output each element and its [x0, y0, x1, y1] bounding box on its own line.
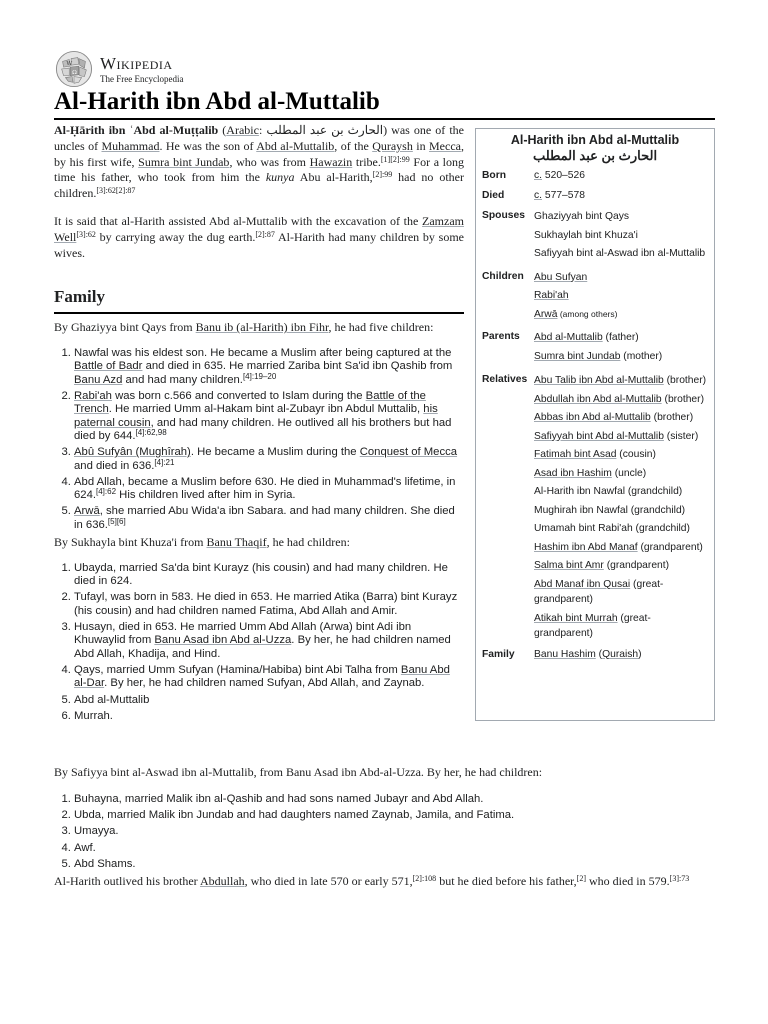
infobox-label: Died: [482, 190, 505, 201]
arabic-name: : الحارث بن عبد المطلب: [258, 123, 384, 137]
closing-paragraph-block: [54, 874, 715, 890]
wikipedia-header: [54, 50, 183, 88]
list-item: 1. Ubayda, married Sa'da bint Kurayz (his cousin) and had many children. He died in 624.: [74, 562, 464, 589]
infobox-row-spouses: Spouses Ghaziyyah bint Qays Sukhaylah bint Khuza'i Safiyyah bint al-Aswad ibn al-Muttalib: [482, 207, 708, 265]
ghaziyya-children-list: [54, 347, 464, 532]
link-arabic[interactable]: Arabic: [226, 123, 259, 137]
relative-text: Al-Harith ibn Nawfal (grandchild): [534, 486, 683, 497]
link-circa[interactable]: c.: [534, 190, 543, 201]
article-subject-name: Al-Ḥārith ibn ʿAbd al-Muṭṭalib: [54, 123, 219, 137]
link-battle-of-the-trench[interactable]: Battle of the Trench: [74, 390, 426, 416]
relative-text: Umamah bint Rabi'ah (grandchild): [534, 523, 690, 534]
link-relative[interactable]: Abd Manaf ibn Qusai: [534, 578, 631, 590]
link-arwa[interactable]: Arwā: [74, 505, 100, 518]
link-muhammad[interactable]: Muhammad: [101, 138, 160, 153]
citation[interactable]: [2]:99: [372, 170, 393, 180]
link-relative[interactable]: Atikah bint Murrah: [534, 612, 618, 624]
intro-paragraph-1: Al-Ḥārith ibn ʿAbd al-Muṭṭalib (Arabic: الحارث بن عبد المطلب) was one of the uncles of Muhammad. He was the son of Abd al-Muttalib, of the Quraysh in Mecca, by his first wife, Sumra bint Jundab, who was from Hawazin tribe.$^{[1][2]:99}$ For a long time his father, who took from him the kunya Abu al-Harith,$^{[2]:99}$ had no other children.$^{[3]:62[2]:87}$: [54, 123, 465, 201]
link-rabiah[interactable]: Rabi'ah: [534, 290, 569, 301]
link-quraish[interactable]: Quraish: [602, 648, 639, 660]
link-banu-al-harith[interactable]: Banu ib (al-Harith) ibn Fihr: [195, 320, 329, 335]
citation[interactable]: [4]:19–20: [242, 371, 277, 381]
link-sumra[interactable]: Sumra bint Jundab: [534, 350, 621, 362]
infobox-row-children: Children Abu Sufyan Rabi'ah Arwā (among others): [482, 268, 708, 326]
citation[interactable]: [1][2]:99: [380, 154, 410, 164]
link-banu-hashim[interactable]: Banu Hashim: [534, 648, 596, 660]
link-banu-azd[interactable]: Banu Azd: [74, 373, 123, 386]
list-item: 2. Rabi'ah was born c.566 and converted to Islam during the Battle of the Trench. He married Umm al-Hakam bint al-Zubayr ibn Abdul Muttalib, his paternal cousin, and had many children. He outlived all his brothers but had died by 644.$^{[4]:62,98}$: [74, 390, 464, 443]
safiyya-children-list: [54, 793, 715, 871]
citation[interactable]: [2]:108: [412, 874, 437, 883]
link-sumra[interactable]: Sumra bint Jundab: [138, 154, 230, 169]
citation[interactable]: [3]:73: [669, 874, 690, 883]
link-relative[interactable]: Hashim ibn Abd Manaf: [534, 541, 638, 553]
infobox-label: Born: [482, 170, 507, 181]
link-banu-abd-al-dar[interactable]: Banu Abd al-Dar: [74, 663, 450, 690]
link-relative[interactable]: Abu Talib ibn Abd al-Muttalib: [534, 375, 664, 386]
link-zamzam-well[interactable]: Zamzam Well: [54, 213, 464, 244]
infobox-label: Family: [482, 648, 515, 660]
link-relative[interactable]: Abbas ibn Abd al-Muttalib: [534, 412, 651, 423]
list-item: 5. Abd Shams.: [74, 858, 715, 871]
link-abd-al-muttalib[interactable]: Abd al-Muttalib: [256, 138, 335, 153]
infobox-arabic-name: الحارث بن عبد المطلب: [532, 148, 658, 163]
list-item: 4. Awf.: [74, 842, 715, 855]
infobox-row-family: Family Banu Hashim (Quraish): [482, 646, 708, 664]
link-paternal-cousin[interactable]: his paternal cousin: [74, 403, 438, 429]
link-relative[interactable]: Fatimah bint Asad: [534, 449, 617, 460]
link-abu-sufyan[interactable]: Abu Sufyan: [534, 271, 588, 283]
list-item: 6. Murrah.: [74, 710, 464, 723]
wordmark-title: Wikipedia: [100, 53, 173, 73]
list-item: 3. Husayn, died in 653. He married Umm Abd Allah (Arwa) bint Adi ibn Khuwaylid from Banu Asad ibn Abd al-Uzza. By her, he had children named Abd Allah, Khadija, and Hind.: [74, 621, 464, 661]
link-banu-asad[interactable]: Banu Asad ibn Abd al-Uzza: [154, 634, 292, 647]
infobox-label: Spouses: [482, 210, 525, 221]
infobox-label: Relatives: [482, 374, 528, 385]
link-conquest-of-mecca[interactable]: Conquest of Mecca: [359, 446, 458, 459]
link-abu-sufyan[interactable]: Abû Sufyân (Mughîrah): [74, 446, 191, 459]
citation[interactable]: [2]: [576, 874, 586, 883]
closing-paragraph: Al-Harith outlived his brother Abdullah, who died in late 570 or early 571,$^{[2]:108}$ but he died before his father,[2] who died in 579.$^{[3]:73}$: [54, 874, 690, 888]
sukhayla-intro: By Sukhayla bint Khuza'i from Banu Thaqif, he had children:: [54, 535, 350, 550]
link-hawazin[interactable]: Hawazin: [309, 154, 353, 169]
safiyya-section: [54, 765, 715, 874]
wordmark-tagline: The Free Encyclopedia: [100, 73, 184, 84]
relative-text: Mughirah ibn Nawfal (grandchild): [534, 504, 686, 516]
infobox-title: Al-Harith ibn Abd al-Muttalib: [510, 133, 680, 147]
citation[interactable]: [4]:62,98: [135, 427, 167, 437]
infobox-row-relatives: Relatives Abu Talib ibn Abd al-Muttalib (brother) Abdullah ibn Abd al-Muttalib (brother) Abbas ibn Abd al-Muttalib (brother) Safiyyah bint Abd al-Muttalib (sister) Fatimah bint Asad (cousin) Asad ibn Hashim (uncle) Al-Harith ibn Nawfal (grandchild) Mughirah ibn Nawfal (grandchild) Umamah bint Rabi'ah (grandchild) Hashim ibn Abd Manaf (grandparent) Salma bint Amr (grandparent) Abd Manaf ibn Qusai (great-grandparent) Atikah bint Murrah (great-grandparent): [482, 371, 708, 645]
list-item: 3. Umayya.: [74, 825, 715, 838]
svg-text:W: W: [66, 61, 73, 68]
infobox-row-died: Died c. 577–578: [482, 187, 708, 205]
infobox-label: Children: [482, 270, 524, 282]
title-divider: [54, 118, 715, 120]
list-item: 5. Arwā, she married Abu Wida'a ibn Sabara. and had many children. She died in 636.[5][6]: [74, 505, 464, 532]
link-mecca[interactable]: Mecca: [429, 138, 461, 153]
list-item: 4. Qays, married Umm Sufyan (Hamina/Habiba) bint Abi Talha from Banu Abd al-Dar. By her, he had children named Sufyan, Abd Allah, and Zaynab.: [74, 664, 464, 691]
safiyya-intro: By Safiyya bint al-Aswad ibn al-Muttalib, from Banu Asad ibn Abd-al-Uzza. By her, he had children:: [54, 765, 543, 779]
citation[interactable]: [4]:62: [96, 487, 117, 497]
link-relative[interactable]: Safiyyah bint Abd al-Muttalib: [534, 430, 664, 442]
link-relative[interactable]: Asad ibn Hashim: [534, 467, 612, 479]
link-battle-of-badr[interactable]: Battle of Badr: [74, 360, 143, 373]
article-body: [54, 122, 464, 726]
link-relative[interactable]: Abdullah ibn Abd al-Muttalib: [534, 393, 662, 405]
citation[interactable]: [3]:62[2]:87: [96, 186, 136, 196]
citation[interactable]: [5][6]: [107, 516, 126, 526]
link-quraysh[interactable]: Quraysh: [372, 138, 413, 153]
svg-text:Ω: Ω: [72, 69, 77, 76]
link-rabiah[interactable]: Rabi'ah: [74, 390, 112, 403]
list-item: 2. Tufayl, was born in 583. He died in 653. He married Atika (Barra) bint Kurayz (his cousin) and had children named Fatima, Abd Allah and Amir.: [74, 591, 464, 618]
intro-paragraph-2: It is said that al-Harith assisted Abd al-Muttalib with the excavation of the Zamzam Well$^{[3]:62}$ by carrying away the dug earth.$^{[2]:87}$ Al-Harith had many children by some wives.: [54, 213, 464, 260]
sukhayla-children-list: [54, 562, 464, 723]
ghaziyya-intro: By Ghaziyya bint Qays from Banu ib (al-Harith) ibn Fihr, he had five children:: [54, 320, 434, 335]
link-arwa[interactable]: Arwā: [534, 308, 558, 320]
section-divider: [54, 312, 464, 314]
list-item: 4. Abd Allah, became a Muslim before 630. He died in Muhammad's lifetime, in 624.$^{[4]:62}$ His children lived after him in Syria.: [74, 476, 464, 503]
wikipedia-globe-icon[interactable]: [54, 50, 94, 88]
link-relative[interactable]: Salma bint Amr: [534, 560, 604, 571]
citation[interactable]: [2]:87: [255, 229, 275, 239]
link-banu-thaqif[interactable]: Banu Thaqif: [206, 535, 267, 550]
citation[interactable]: [3]:62: [76, 229, 96, 239]
citation[interactable]: [4]:21: [154, 457, 175, 467]
list-item: 5. Abd al-Muttalib: [74, 694, 464, 707]
link-abdullah[interactable]: Abdullah: [199, 874, 245, 888]
list-item: 1. Buhayna, married Malik ibn al-Qashib and had sons named Jubayr and Abd Allah.: [74, 793, 715, 806]
infobox: [475, 128, 715, 721]
link-abd-al-muttalib[interactable]: Abd al-Muttalib: [534, 332, 603, 343]
infobox-label: Parents: [482, 331, 520, 342]
wikipedia-wordmark[interactable]: [100, 55, 183, 84]
link-circa[interactable]: c.: [534, 170, 543, 181]
list-item: 1. Nawfal was his eldest son. He became a Muslim after being captured at the Battle of Badr and died in 635. He married Zariba bint Sa'id ibn Qashib from Banu Azd and had many children.$^{[4]:19-20}$: [74, 347, 464, 387]
infobox-row-born: Born c. 520–526: [482, 167, 708, 185]
list-item: 3. Abû Sufyân (Mughîrah). He became a Muslim during the Conquest of Mecca and died in 636.$^{[4]:21}$: [74, 446, 464, 473]
list-item: 2. Ubda, married Malik ibn Jundab and had daughters named Zaynab, Jamila, and Fatima.: [74, 809, 715, 822]
page-title: Al-Harith ibn Abd al-Muttalib: [54, 88, 380, 115]
infobox-row-parents: Parents Abd al-Muttalib (father) Sumra bint Jundab (mother): [482, 328, 708, 367]
section-heading-family: Family: [54, 287, 105, 307]
